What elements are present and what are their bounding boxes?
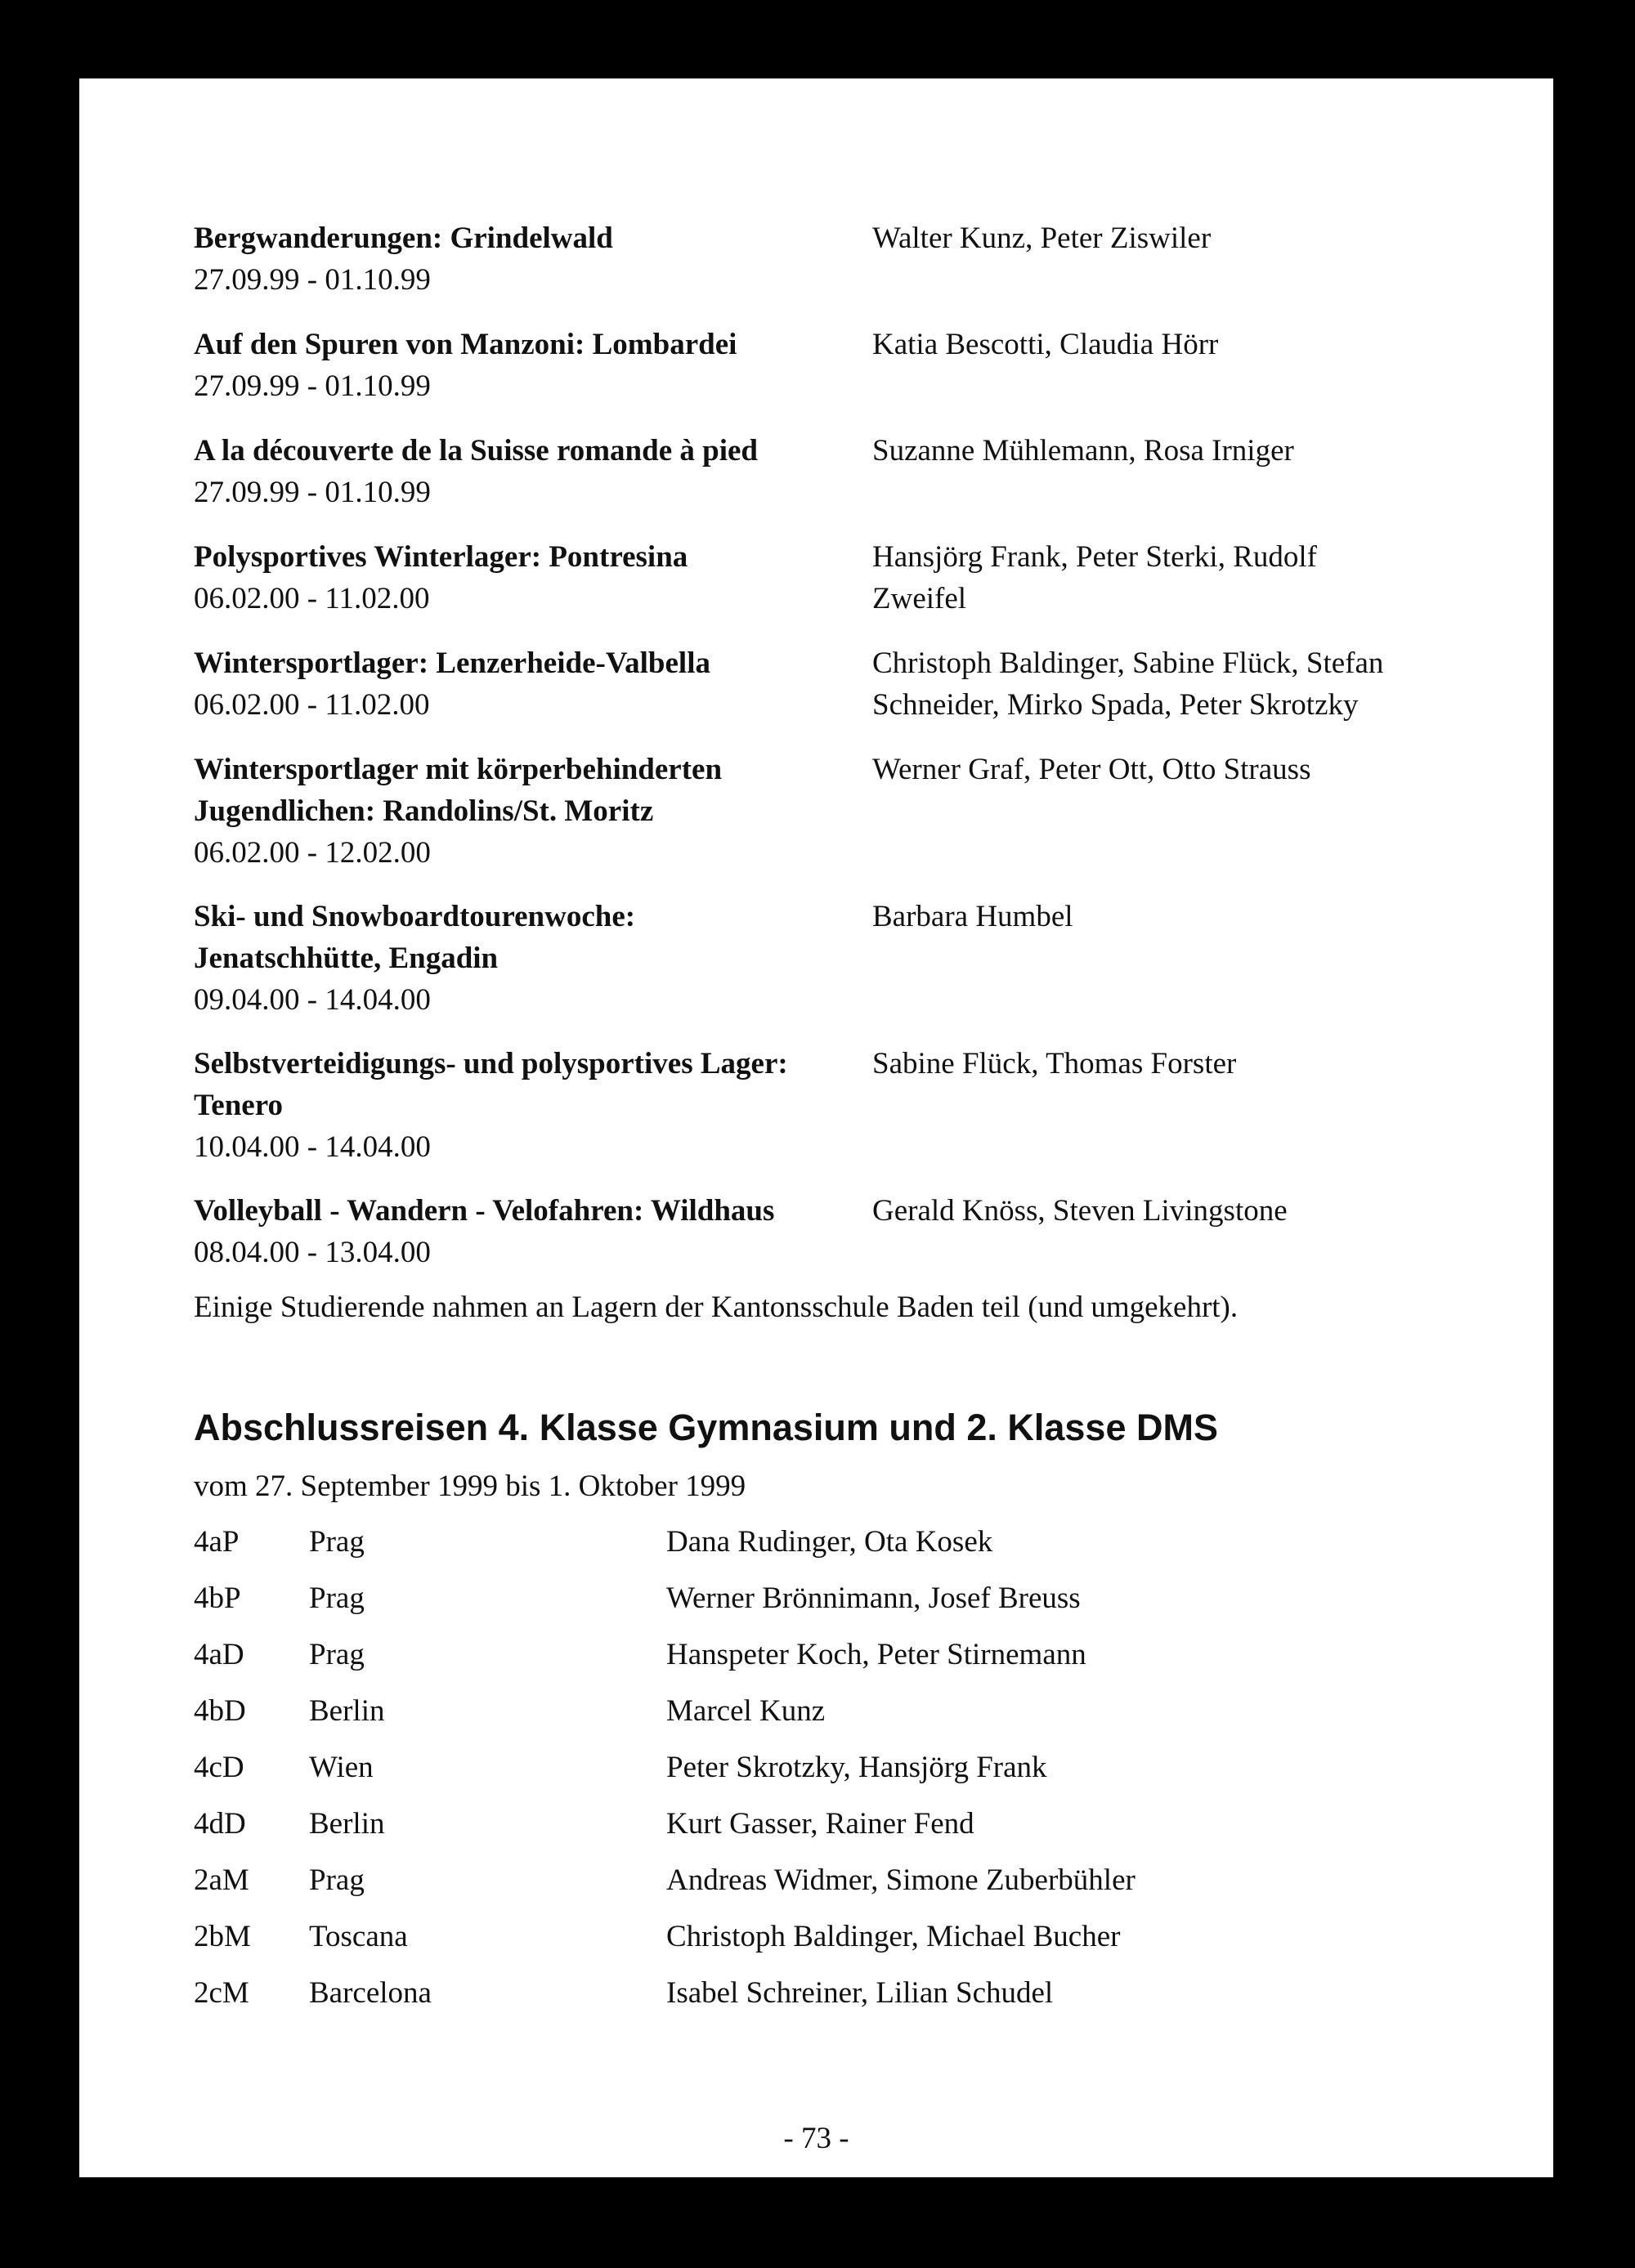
- trip-leaders: Isabel Schreiner, Lilian Schudel: [666, 1976, 1054, 2010]
- trip-leaders: Marcel Kunz: [666, 1694, 826, 1728]
- trip-destination: Toscana: [309, 1920, 408, 1953]
- trip-destination: Prag: [309, 1525, 365, 1559]
- table-row: [194, 1859, 1420, 1901]
- trip-destination: Wien: [309, 1751, 374, 1784]
- trip-class: 4dD: [194, 1807, 246, 1841]
- event-dates: 08.04.00 - 13.04.00: [194, 1236, 431, 1269]
- table-row: [194, 1521, 1420, 1563]
- event-leaders: Suzanne Mühlemann, Rosa Irniger: [872, 434, 1294, 467]
- trip-class: 4cD: [194, 1751, 244, 1784]
- event-entry: [194, 749, 831, 874]
- event-entry: [194, 896, 766, 1021]
- event-title: A la découverte de la Suisse romande à pied: [194, 434, 758, 467]
- event-entry: [194, 324, 929, 407]
- table-row: [194, 1634, 1420, 1675]
- trip-destination: Berlin: [309, 1694, 385, 1728]
- event-entry: [194, 430, 929, 513]
- trip-class: 2cM: [194, 1976, 249, 2010]
- table-row: [194, 1577, 1420, 1619]
- event-leaders: Gerald Knöss, Steven Livingstone: [872, 1194, 1288, 1228]
- trip-destination: Prag: [309, 1863, 365, 1897]
- event-title: Bergwanderungen: Grindelwald: [194, 221, 613, 255]
- event-entry: [194, 642, 929, 726]
- table-row: [194, 1972, 1420, 2014]
- page-number: - 73 -: [783, 2122, 849, 2155]
- note-text: Einige Studierende nahmen an Lagern der Kantonsschule Baden teil (und umgekehrt).: [194, 1291, 1239, 1324]
- event-dates: 06.02.00 - 12.02.00: [194, 836, 431, 870]
- event-leaders: Werner Graf, Peter Ott, Otto Strauss: [872, 753, 1311, 786]
- event-title: Wintersportlager mit körperbehinderten Jugendlichen: Randolins/St. Moritz: [194, 753, 723, 828]
- event-leaders: Christoph Baldinger, Sabine Flück, Stefan Schneider, Mirko Spada, Peter Skrotzky: [872, 646, 1384, 722]
- trip-class: 4bD: [194, 1694, 246, 1728]
- event-entry: [194, 1043, 872, 1168]
- trip-leaders: Andreas Widmer, Simone Zuberbühler: [666, 1863, 1136, 1897]
- trip-leaders: Hanspeter Koch, Peter Stirnemann: [666, 1638, 1086, 1671]
- table-row: [194, 1690, 1420, 1732]
- trip-destination: Berlin: [309, 1807, 385, 1841]
- event-entry: [194, 1190, 929, 1273]
- event-dates: 06.02.00 - 11.02.00: [194, 582, 430, 615]
- event-dates: 27.09.99 - 01.10.99: [194, 369, 431, 403]
- event-dates: 06.02.00 - 11.02.00: [194, 688, 430, 722]
- trip-destination: Prag: [309, 1581, 365, 1615]
- event-leaders: Katia Bescotti, Claudia Hörr: [872, 328, 1219, 361]
- event-dates: 09.04.00 - 14.04.00: [194, 983, 431, 1017]
- event-title: Wintersportlager: Lenzerheide-Valbella: [194, 646, 710, 680]
- event-title: Auf den Spuren von Manzoni: Lombardei: [194, 328, 737, 361]
- trip-class: 2bM: [194, 1920, 251, 1953]
- table-row: [194, 1747, 1420, 1788]
- event-title: Polysportives Winterlager: Pontresina: [194, 540, 688, 574]
- event-dates: 10.04.00 - 14.04.00: [194, 1130, 431, 1164]
- trip-destination: Barcelona: [309, 1976, 432, 2010]
- event-title: Ski- und Snowboardtourenwoche: Jenatschhütte, Engadin: [194, 900, 636, 975]
- paper-sheet: [79, 78, 1553, 2177]
- section-subheading: vom 27. September 1999 bis 1. Oktober 1999: [194, 1470, 746, 1503]
- trip-leaders: Kurt Gasser, Rainer Fend: [666, 1807, 974, 1841]
- trip-leaders: Christoph Baldinger, Michael Bucher: [666, 1920, 1121, 1953]
- event-leaders: Walter Kunz, Peter Ziswiler: [872, 221, 1212, 255]
- event-dates: 27.09.99 - 01.10.99: [194, 263, 431, 297]
- trip-class: 4bP: [194, 1581, 241, 1615]
- event-entry: [194, 217, 929, 301]
- trip-leaders: Werner Brönnimann, Josef Breuss: [666, 1581, 1081, 1615]
- trip-class: 2aM: [194, 1863, 249, 1897]
- event-leaders: Barbara Humbel: [872, 900, 1073, 933]
- event-title: Selbstverteidigungs- und polysportives Lager: Tenero: [194, 1047, 788, 1122]
- trip-class: 4aP: [194, 1525, 240, 1559]
- event-title: Volleyball - Wandern - Velofahren: Wildhaus: [194, 1194, 775, 1228]
- event-leaders: Hansjörg Frank, Peter Sterki, Rudolf Zweifel: [872, 540, 1317, 615]
- trip-leaders: Dana Rudinger, Ota Kosek: [666, 1525, 993, 1559]
- table-row: [194, 1916, 1420, 1957]
- trip-destination: Prag: [309, 1638, 365, 1671]
- event-leaders: Sabine Flück, Thomas Forster: [872, 1047, 1237, 1080]
- table-row: [194, 1803, 1420, 1845]
- trip-class: 4aD: [194, 1638, 244, 1671]
- event-entry: [194, 536, 929, 620]
- trip-leaders: Peter Skrotzky, Hansjörg Frank: [666, 1751, 1047, 1784]
- section-heading: Abschlussreisen 4. Klasse Gymnasium und 2. Klasse DMS: [194, 1407, 1218, 1448]
- event-dates: 27.09.99 - 01.10.99: [194, 476, 431, 509]
